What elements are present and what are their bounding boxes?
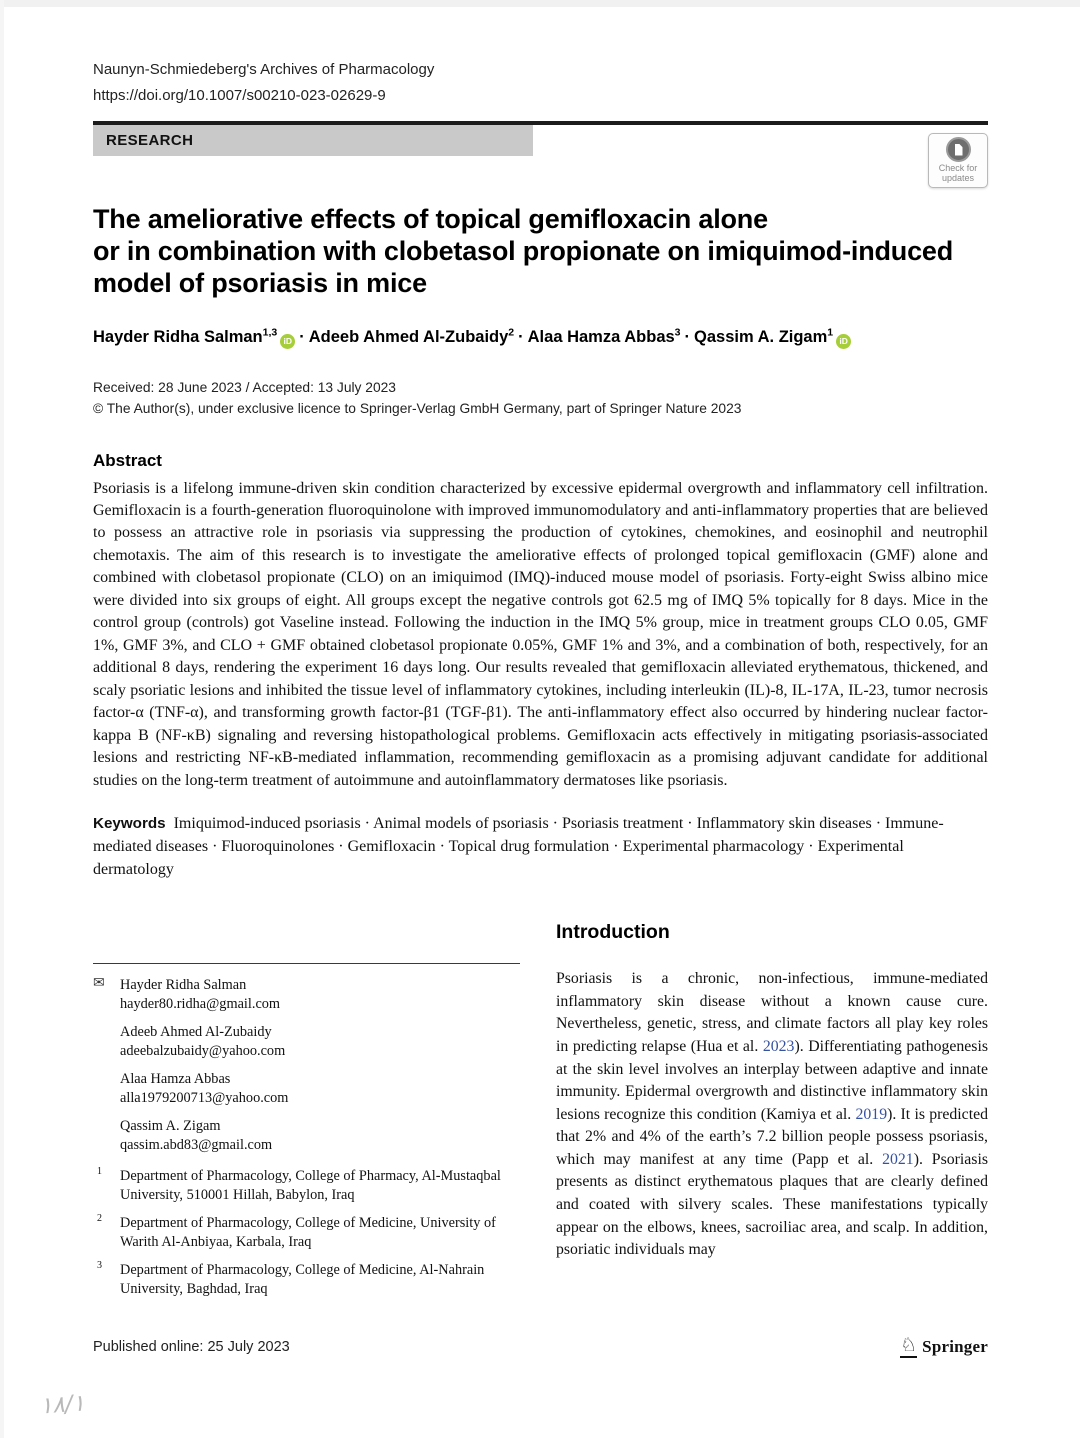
affiliation-entry: 3 Department of Pharmacology, College of Medicine, Al-Nahrain University, Baghdad, Iraq: [97, 1260, 485, 1298]
citation-link[interactable]: 2019: [855, 1105, 888, 1123]
doi-text: https://doi.org/10.1007/s00210-023-02629-9: [93, 87, 386, 105]
published-online: Published online: 25 July 2023: [93, 1339, 290, 1355]
journal-name: Naunyn-Schmiedeberg's Archives of Pharmacology: [93, 61, 435, 78]
keywords-text: Imiquimod-induced psoriasis · Animal models of psoriasis · Psoriasis treatment · Inflammatory skin diseases · Immune-mediated diseases · Fluoroquinolones · Gemifloxacin · Topical drug formulation · Experimental pharmacology · Experimental dermatology: [93, 815, 944, 878]
contact-name: Qassim A. Zigam: [120, 1118, 221, 1135]
received-accepted: Received: 28 June 2023 / Accepted: 13 July 2023: [93, 380, 396, 396]
scan-artifact-left: [0, 0, 4, 1438]
envelope-icon: ✉: [93, 976, 105, 992]
handwritten-corner-mark: ١٨/١: [39, 1390, 86, 1420]
scan-artifact-top: [0, 0, 1080, 7]
contact-entry: [93, 976, 520, 1014]
citation-link[interactable]: 2023: [762, 1038, 795, 1055]
abstract-heading: Abstract: [93, 450, 162, 470]
check-for-updates-badge[interactable]: [928, 133, 988, 188]
copyright-line: © The Author(s), under exclusive licence to Springer-Verlag GmbH Germany, part of Springer Nature 2023: [93, 400, 742, 416]
check-updates-label: Check for updates: [938, 162, 978, 183]
springer-horse-icon: ♘: [900, 1335, 918, 1356]
affiliation-entry: 2 Department of Pharmacology, College of Medicine, University of Warith Al-Anbiyaa, Karbala, Iraq: [97, 1213, 496, 1251]
article-meta: [93, 378, 988, 419]
affiliation-entry: 1 Department of Pharmacology, College of Pharmacy, Al-Mustaqbal University, 510001 Hillah, Babylon, Iraq: [97, 1166, 501, 1204]
contact-email: alla1979200713@yahoo.com: [120, 1090, 289, 1107]
section-type-label: RESEARCH: [106, 131, 194, 149]
footnote-divider: [93, 963, 520, 964]
authors-line: Hayder Ridha Salman$^{1,3}$iD · Adeeb Ahmed Al-Zubaidy$^2$ · Alaa Hamza Abbas$^3$ · Qassim A. Zigam$^1$iD: [93, 327, 988, 350]
publisher-logo: [900, 1336, 988, 1358]
article-title: The ameliorative effects of topical gemifloxacin alone or in combination with clobetasol propionate on imiquimod-induced model of psoriasis in mice: [93, 203, 953, 299]
contact-email: hayder80.ridha@gmail.com: [120, 996, 281, 1013]
contact-entry: [93, 1070, 520, 1108]
introduction-heading: Introduction: [556, 921, 670, 944]
contact-name: Hayder Ridha Salman: [120, 977, 247, 994]
contact-name: Alaa Hamza Abbas: [120, 1071, 231, 1088]
journal-header: [93, 57, 988, 110]
keywords-label: Keywords: [93, 815, 166, 833]
footnote-column: [93, 921, 520, 1308]
contact-name: Adeeb Ahmed Al-Zubaidy: [120, 1024, 272, 1041]
orcid-icon[interactable]: iD: [280, 334, 295, 349]
author: Adeeb Ahmed Al-Zubaidy$^2$: [308, 326, 515, 347]
orcid-icon[interactable]: iD: [836, 334, 851, 349]
contact-email: adeebalzubaidy@yahoo.com: [120, 1043, 286, 1060]
citation-link[interactable]: 2021: [882, 1150, 914, 1168]
page-footer: [93, 1336, 988, 1358]
author: Hayder Ridha Salman$^{1,3}$iD: [93, 328, 295, 346]
crossmark-icon: [946, 137, 971, 162]
introduction-text: Psoriasis is a chronic, non-infectious, immune-mediated inflammatory skin disease without a known cause cure. Nevertheless, genetic, stress, and climate factors all play key roles in predicting relapse (Hua et al. 2023). Differentiating pathogenesis at the skin level involves an interplay between adaptive and innate immunity. Epidermal overgrowth and distinctive inflammatory skin lesions recognize this condition (Kamiya et al. 2019). It is predicted that 2% and 4% of the earth’s 7.2 billion people possess psoriasis, which may manifest at any time (Papp et al. 2021). Psoriasis presents as distinct erythematous plaques that are clearly defined and coated with silvery scales. These manifestations typically appear on the elbows, knees, sacroiliac area, and scalp. In addition, psoriatic individuals may: [556, 970, 988, 1259]
author: Alaa Hamza Abbas$^3$: [527, 326, 681, 347]
abstract-text: Psoriasis is a lifelong immune-driven skin condition characterized by excessive epidermal overgrowth and inflammatory cell infiltration. Gemifloxacin is a fourth-generation fluoroquinolone with improved immunomodulatory and anti-inflammatory properties that are believed to possess an attractive role in psoriasis via suppressing the production of cytokines, chemokines, and eosinophil and neutrophil chemotaxis. The aim of this research is to investigate the ameliorative effects of prolonged topical gemifloxacin (GMF) alone and combined with clobetasol propionate (CLO) on an imiquimod (IMQ)-induced mouse model of psoriasis. Forty-eight Swiss albino mice were divided into six groups of eight. All groups except the negative controls got 62.5 mg of IMQ 5% topically for 8 days. Mice in the control group (controls) got Vaseline instead. Following the induction in the IMQ 5% group, mice in treatment groups CLO 0.05, GMF 1%, GMF 3%, and CLO + GMF obtained clobetasol propionate 0.05%, GMF 1% and 3%, and a combination of both, respectively, for an additional 8 days, rendering the experiment 16 days long. Our results revealed that gemifloxacin alleviated erythematous, thickened, and scaly psoriatic lesions and inhibited the tissue level of inflammatory cytokines, including interleukin (IL)-8, IL-17A, IL-23, tumor necrosis factor-α (TNF-α), and transforming growth factor-β1 (TGF-β1). The anti-inflammatory effect also occurred by hindering nuclear factor-kappa B (NF-κB) signaling and reversing histopathological problems. Gemifloxacin acts effectively in mitigating psoriasis-associated lesions and restricting NF-κB-mediated inflammation, recommending gemifloxacin as a promising adjuvant candidate for additional studies on the long-term treatment of autoimmune and autoinflammatory dermatoses like psoriasis.: [93, 479, 988, 789]
publisher-name: Springer: [922, 1337, 988, 1356]
contact-entry: [93, 1023, 520, 1061]
contact-email: qassim.abd83@gmail.com: [120, 1137, 273, 1154]
author-contacts: [93, 976, 520, 1155]
author: Qassim A. Zigam$^1$iD: [694, 328, 851, 346]
introduction-column: [556, 921, 988, 1308]
keywords-block: [93, 813, 988, 881]
contact-entry: [93, 1117, 520, 1155]
section-type-badge: [93, 125, 533, 156]
author-affiliations: [93, 1167, 520, 1299]
